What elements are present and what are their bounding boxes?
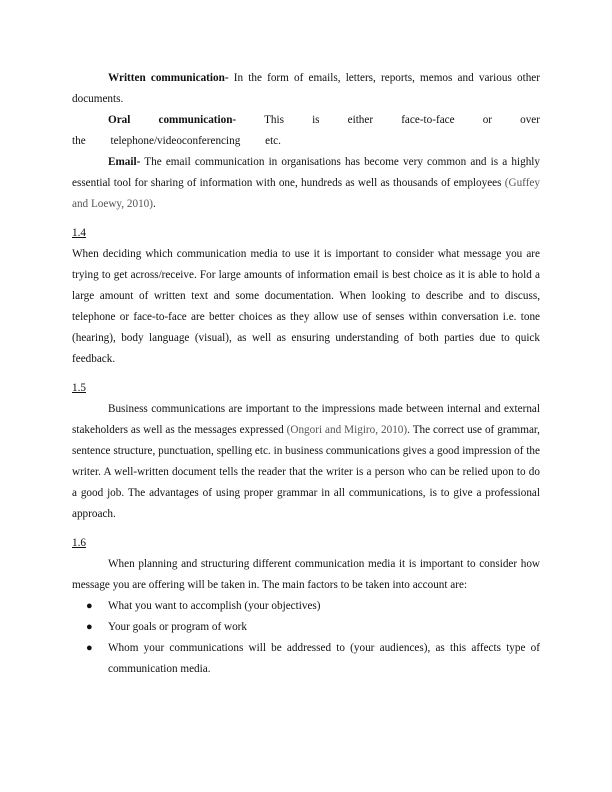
factors-list [72,596,540,680]
section-1-5-text-after: . The correct use of grammar, sentence structure, punctuation, spelling etc. in business communications gives a good impression of the writer. A well-written document tells the reader that the writer is a person who can be relied upon to do a good job. The advantages of using proper grammar in all communications, is to give a professional approach. [72,424,540,520]
section-1-6-paragraph: When planning and structuring different communication media it is important to consider how message you are offering will be taken in. The main factors to be taken into account are: [72,558,540,591]
section-1-4-heading: 1.4 [72,227,86,239]
email-lead: Email- [108,156,141,168]
list-item [72,596,540,617]
email-paragraph [72,152,540,215]
section-1-6-heading: 1.6 [72,537,86,549]
list-item [72,638,540,680]
section-1-5-text-before: Business communications are important to the impressions made between internal and external stakeholders as well as the messages expressed [72,403,540,436]
written-communication-paragraph [72,68,540,110]
list-item-text: What you want to accomplish (your objectives) [108,600,321,612]
bullet-icon: ● [86,642,93,654]
list-item-text: Your goals or program of work [108,621,248,633]
bullet-icon: ● [86,621,93,633]
list-item-text: Whom your communications will be addressed to (your audiences), as this affects type of communication media. [108,642,540,675]
list-item [72,617,540,638]
document-page [72,68,540,680]
email-citation: (Guffey and Loewy, 2010) [72,177,540,210]
oral-communication-text: This is either face-to-face or over the telephone/videoconferencing etc. [72,114,540,147]
email-text: The email communication in organisations has become very common and is a highly essential tool for sharing of information with one, hundreds as well as thousands of employees [72,156,540,189]
section-1-5-citation: (Ongori and Migiro, 2010) [286,424,408,436]
email-end: . [152,198,156,210]
written-communication-text: In the form of emails, letters, reports, memos and various other documents. [72,72,540,105]
section-1-5-paragraph [72,399,540,525]
oral-communication-paragraph [72,110,540,152]
oral-communication-lead: Oral communication- [108,114,237,126]
bullet-icon: ● [86,600,93,612]
section-1-4-paragraph: When deciding which communication media to use it is important to consider what message you are trying to get across/receive. For large amounts of information email is best choice as it is able to hold a large amount of written text and some documentation. When looking to describe and to discuss, telephone or face-to-face are better choices as they allow use of senses within conversation i.e. tone (hearing), body language (visual), as well as ensuring understanding of both parties due to quick feedback. [72,248,540,365]
section-1-5-heading: 1.5 [72,382,86,394]
written-communication-lead: Written communication- [108,72,229,84]
